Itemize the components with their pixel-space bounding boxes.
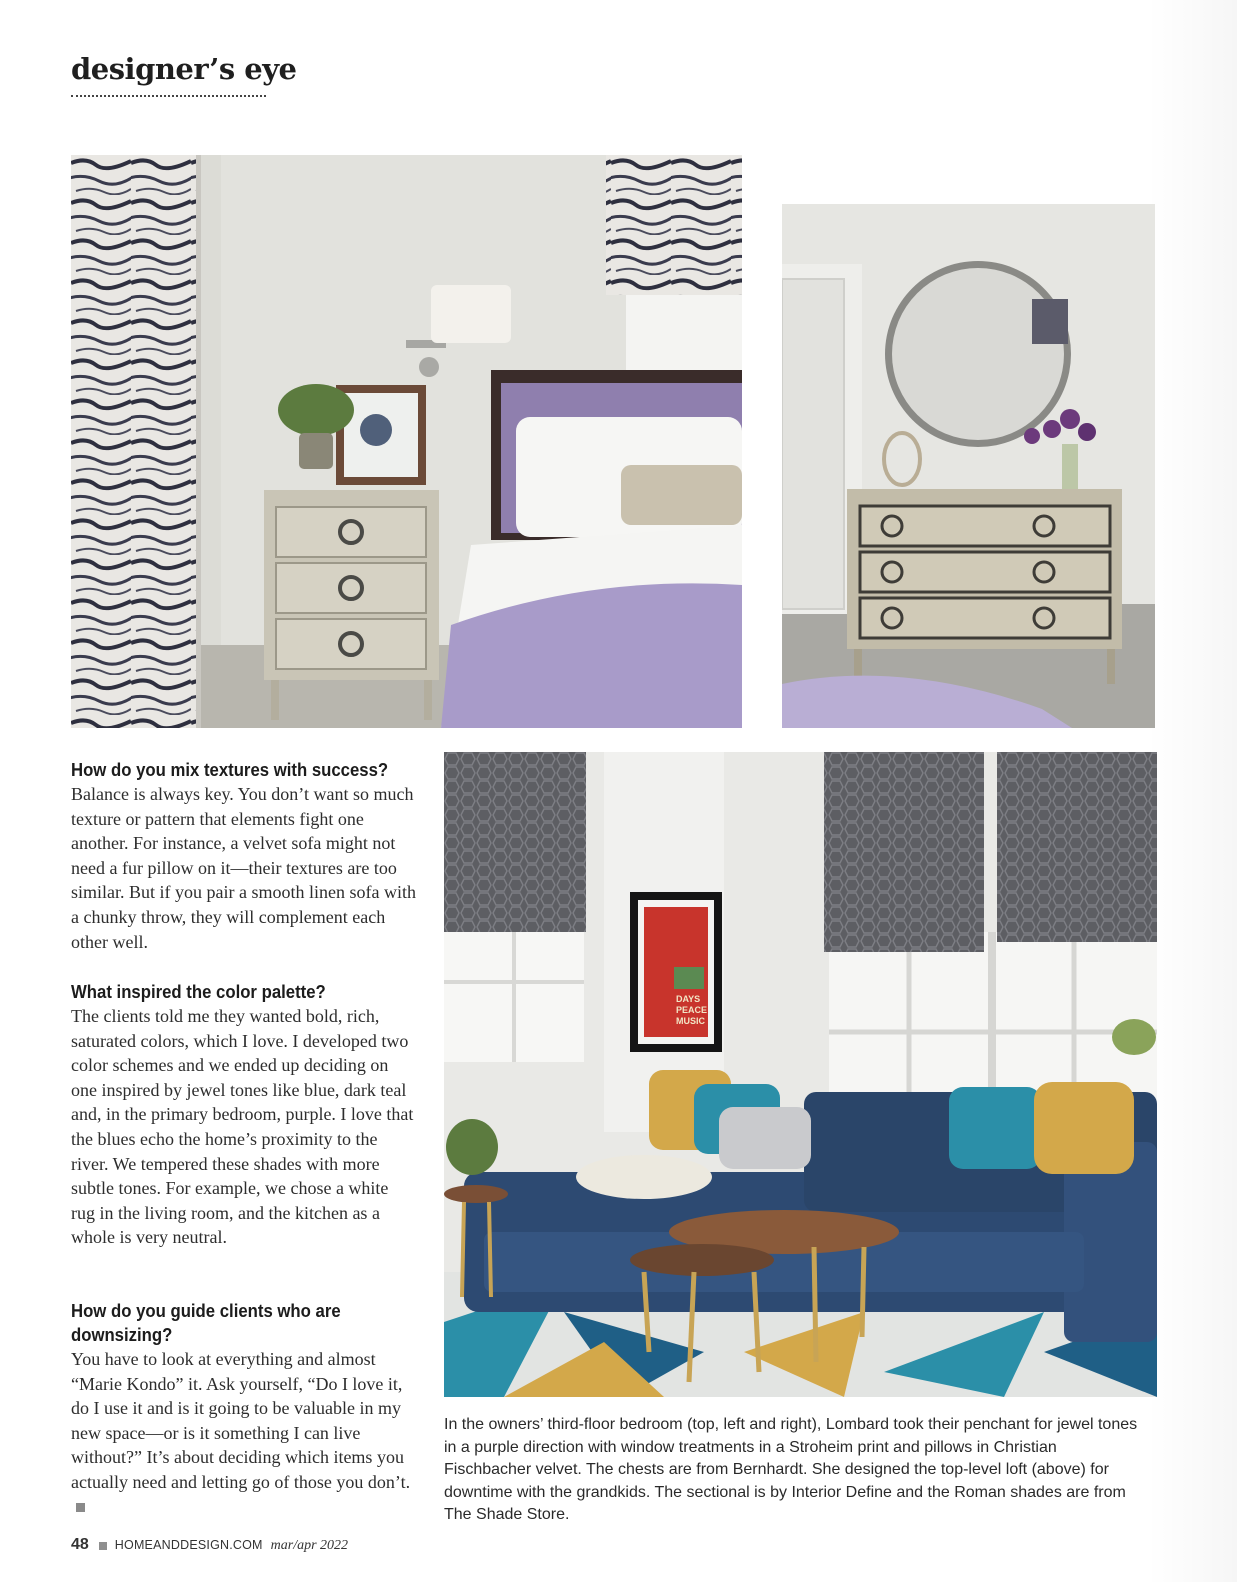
answer-paragraph (71, 1347, 416, 1519)
question-heading: How do you guide clients who are downsizing? (71, 1300, 341, 1345)
photo-loft-sectional (444, 752, 1157, 1397)
title-dotted-rule (71, 95, 266, 97)
answer-text: You have to look at everything and almost “Marie Kondo” it. Ask yourself, “Do I love it, do I use it and is it going to be valuable in my new space—or is it something I can live without?” It’s about deciding which items you actually need and letting go of those you don’t. (71, 1349, 411, 1492)
question-heading: How do you mix textures with success? (71, 759, 389, 780)
footer-website: HOMEANDDESIGN.COM (114, 1538, 263, 1552)
footer-issue-date: mar/apr 2022 (270, 1538, 349, 1553)
answer-paragraph: The clients told me they wanted bold, rich, saturated colors, which I love. I developed two color schemes and we ended up deciding on one inspired by jewel tones like blue, dark teal and, in the primary bedroom, purple. I love that the blues echo the home’s proximity to the river. We tempered these shades with more subtle tones. For example, we chose a white rug in the living room, and the kitchen as a whole is very neutral. (71, 1006, 414, 1248)
page-edge-shadow (1147, 0, 1237, 1582)
photo-caption: In the owners’ third-floor bedroom (top, left and right), Lombard took their penchant for jewel tones in a purple direction with window treatments in a Stroheim print and pillows in Christian Fischbacher velvet. The chests are from Bernhardt. She designed the top-level loft (above) for downtime with the grandkids. The sectional is by Interior Define and the Roman shades are from The Shade Store. (444, 1416, 1138, 1523)
qa-block-textures (71, 758, 416, 954)
qa-block-color-palette (71, 980, 416, 1250)
question-heading: What inspired the color palette? (71, 981, 326, 1002)
photo-dresser-mirror (782, 204, 1155, 728)
poster-text-3: MUSIC (676, 1016, 705, 1026)
page-number: 48 (71, 1536, 89, 1553)
qa-block-downsizing (71, 1299, 416, 1519)
poster-text-1: DAYS (676, 994, 701, 1004)
section-title: designer’s eye (71, 52, 297, 86)
footer-square-icon (99, 1542, 107, 1550)
poster-text-2: PEACE (676, 1005, 708, 1015)
page-footer (71, 1536, 348, 1556)
answer-paragraph: Balance is always key. You don’t want so much texture or pattern that elements fight one another. For instance, a velvet sofa might not need a fur pillow on it—their textures are too similar. But if you pair a smooth linen sofa with a chunky throw, they will complement each other well. (71, 784, 416, 952)
photo-bedroom-nightstand (71, 155, 742, 728)
end-of-article-mark (76, 1503, 85, 1512)
